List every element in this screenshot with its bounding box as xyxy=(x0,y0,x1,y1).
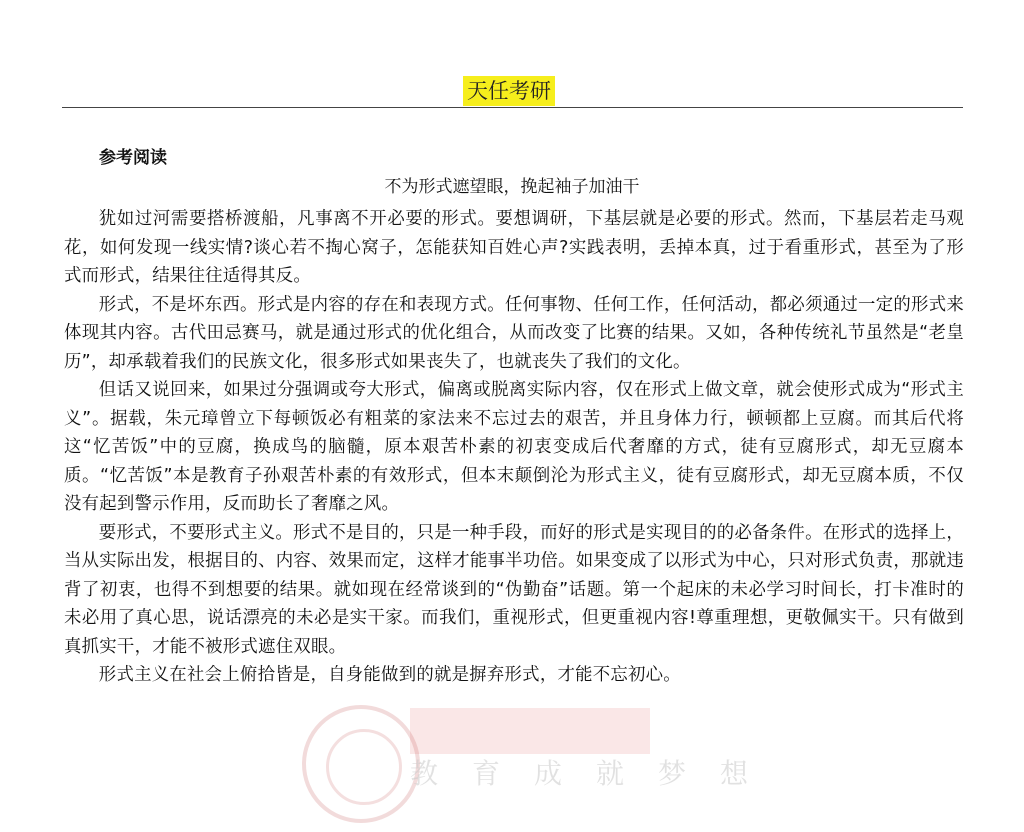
watermark-logo-block xyxy=(410,708,650,754)
article-paragraph: 犹如过河需要搭桥渡船，凡事离不开必要的形式。要想调研，下基层就是必要的形式。然而，下基层若走马观花，如何发现一线实情?谈心若不掏心窝子，怎能获知百姓心声?实践表明，丢掉本真，过于看重形式，甚至为了形式而形式，结果往往适得其反。 xyxy=(64,209,964,286)
watermark-slogan: 教育成就梦想 xyxy=(410,757,783,790)
watermark-seal-inner-ring xyxy=(326,729,402,805)
brand-label: 天任考研 xyxy=(463,76,555,106)
article-title: 不为形式遮望眼，挽起袖子加油干 xyxy=(384,177,640,197)
header-divider xyxy=(62,107,963,108)
article-paragraph: 要形式，不要形式主义。形式不是目的，只是一种手段，而好的形式是实现目的的必备条件。在形式的选择上，当从实际出发，根据目的、内容、效果而定，这样才能事半功倍。如果变成了以形式为中心，只对形式负责，那就违背了初衷，也得不到想要的结果。就如现在经常谈到的“伪勤奋”话题。第一个起床的未必学习时间长，打卡准时的未必用了真心思，说话漂亮的未必是实干家。而我们，重视形式，但更重视内容!尊重理想，更敬佩实干。只有做到真抓实干，才能不被形式遮住双眼。 xyxy=(64,522,964,657)
article-body xyxy=(64,205,964,690)
article-paragraph: 但话又说回来，如果过分强调或夸大形式，偏离或脱离实际内容，仅在形式上做文章，就会使形式成为“形式主义”。据载，朱元璋曾立下每顿饭必有粗菜的家法来不忘过去的艰苦，并且身体力行，顿顿都上豆腐。而其后代将这“忆苦饭”中的豆腐，换成鸟的脑髓，原本艰苦朴素的初衷变成后代奢靡的方式，徒有豆腐形式，却无豆腐本质。“忆苦饭”本是教育子孙艰苦朴素的有效形式，但本末颠倒沦为形式主义，徒有豆腐形式，却无豆腐本质，不仅没有起到警示作用，反而助长了奢靡之风。 xyxy=(64,380,964,514)
article-paragraph: 形式，不是坏东西。形式是内容的存在和表现方式。任何事物、任何工作，任何活动，都必须通过一定的形式来体现其内容。古代田忌赛马，就是通过形式的优化组合，从而改变了比赛的结果。又如，各种传统礼节虽然是“老皇历”，却承载着我们的民族文化，很多形式如果丧失了，也就丧失了我们的文化。 xyxy=(64,294,964,372)
watermark-seal-icon xyxy=(302,705,420,823)
section-label: 参考阅读 xyxy=(99,148,167,168)
page-header xyxy=(0,68,1024,108)
article-paragraph: 形式主义在社会上俯拾皆是，自身能做到的就是摒弃形式，才能不忘初心。 xyxy=(98,665,681,685)
